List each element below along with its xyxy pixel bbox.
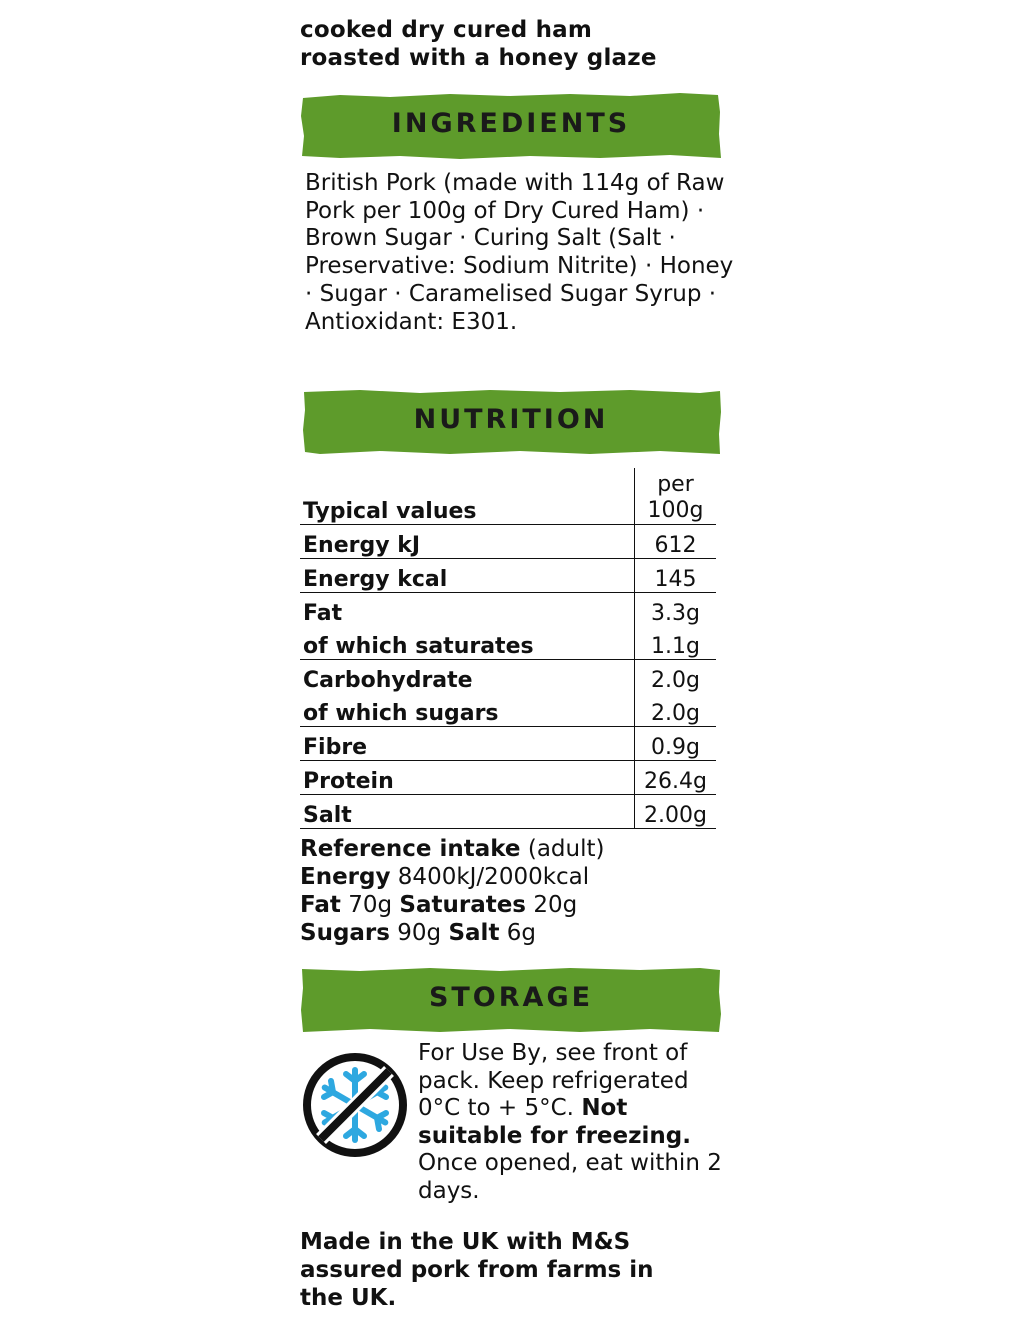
nutrient-value: 612 (635, 525, 717, 559)
ingredients-banner (300, 92, 722, 156)
ri-fat-value: 70g (348, 892, 393, 918)
storage-banner (300, 966, 722, 1030)
nutrition-table (300, 468, 716, 829)
reference-intake-line3 (300, 891, 724, 919)
nutrient-label: of which sugars (300, 693, 635, 727)
typical-values-label: Typical values (300, 468, 635, 525)
ri-sugars-value: 90g (397, 920, 442, 946)
ri-salt-value: 6g (506, 920, 536, 946)
ri-saturates-label: Saturates (399, 892, 526, 918)
table-row (300, 795, 716, 829)
ri-fat-label: Fat (300, 892, 341, 918)
reference-intake-line4 (300, 919, 724, 947)
nutrient-value: 1.1g (635, 626, 717, 660)
nutrient-value: 2.0g (635, 693, 717, 727)
nutrient-label: Fat (303, 601, 343, 626)
table-row (300, 593, 716, 627)
nutrient-value: 26.4g (635, 761, 717, 795)
product-name (300, 16, 724, 72)
nutrition-title: NUTRITION (413, 404, 609, 435)
no-freezing-icon (300, 1050, 410, 1160)
nutrient-value: 3.3g (635, 593, 717, 627)
reference-intake-qualifier: (adult) (527, 836, 605, 862)
nutrient-label: of which saturates (300, 626, 635, 660)
origin-statement: Made in the UK with M&S assured pork from farms in the UK. (300, 1229, 654, 1311)
nutrition-header-row (300, 468, 716, 525)
table-row (300, 626, 716, 660)
table-row (300, 761, 716, 795)
nutrient-label: Energy kJ (300, 525, 635, 559)
storage-title: STORAGE (428, 982, 594, 1013)
nutrient-value: 2.0g (635, 660, 717, 694)
table-row (300, 525, 716, 559)
reference-intake-label: Reference intake (300, 836, 521, 862)
product-name-line2: roasted with a honey glaze (300, 45, 657, 71)
ri-energy-label: Energy (300, 864, 391, 890)
per-100g-header (635, 468, 717, 525)
nutrient-value: 0.9g (635, 727, 717, 761)
storage-text-part2: Once opened, eat within 2 days. (418, 1150, 722, 1204)
per-header-line1: per (657, 472, 694, 497)
table-row (300, 660, 716, 694)
storage-text-part1: For Use By, see front of pack. Keep refrigerated 0°C to + 5°C. (418, 1040, 689, 1122)
nutrient-label: Energy kcal (300, 559, 635, 593)
nutrient-label: Protein (300, 761, 635, 795)
storage-instructions (418, 1040, 728, 1206)
nutrient-label: Salt (300, 795, 635, 829)
ingredients-list: British Pork (made with 114g of Raw Pork per 100g of Dry Cured Ham) · Brown Sugar · Curing Salt (Salt · Preservative: Sodium Nitrite) · Honey · Sugar · Caramelised Sugar Syrup · Antioxidant: E301. (305, 170, 734, 335)
nutrition-banner (300, 388, 722, 452)
ri-salt-label: Salt (448, 920, 500, 946)
nutrient-label: Fibre (300, 727, 635, 761)
ri-sugars-label: Sugars (300, 920, 390, 946)
reference-intake-line1 (300, 835, 724, 863)
per-header-line2: 100g (647, 498, 704, 523)
table-row (300, 727, 716, 761)
nutrient-value: 145 (635, 559, 717, 593)
table-row (300, 693, 716, 727)
ri-energy-value: 8400kJ/2000kcal (397, 864, 590, 890)
nutrient-label: Carbohydrate (303, 668, 473, 693)
product-name-line1: cooked dry cured ham (300, 17, 593, 43)
ri-saturates-value: 20g (533, 892, 578, 918)
not-suitable-for-freezing: Not suitable for freezing. (418, 1095, 691, 1149)
table-row (300, 559, 716, 593)
nutrient-value: 2.00g (635, 795, 717, 829)
reference-intake-line2 (300, 863, 724, 891)
ingredients-title: INGREDIENTS (391, 108, 631, 139)
reference-intake (300, 835, 724, 947)
